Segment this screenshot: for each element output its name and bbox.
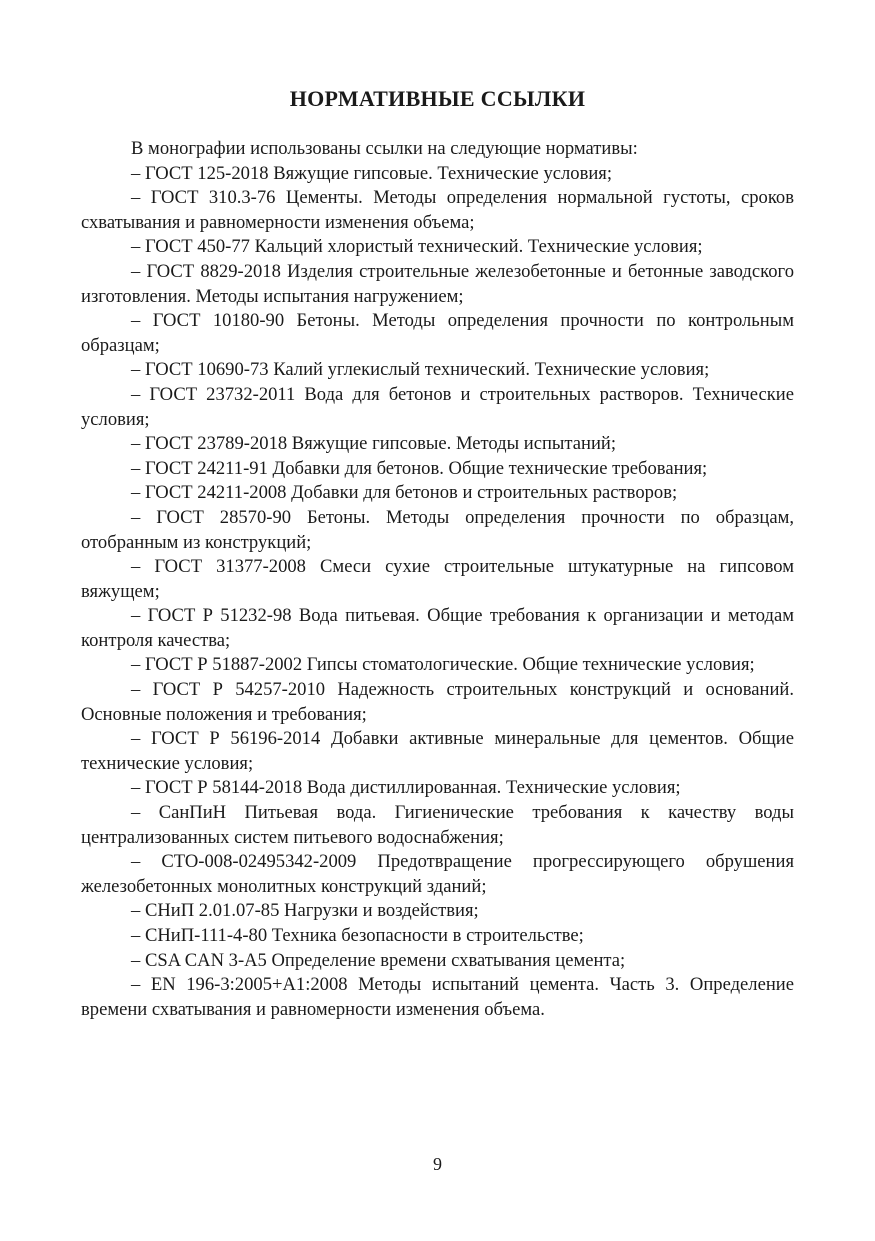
reference-item: – ГОСТ Р 58144-2018 Вода дистиллированная. Технические условия; [131, 777, 681, 799]
reference-item: – ГОСТ 8829-2018 Изделия строительные железобетонные и бетонные заводского изготовления. Методы испытания нагружением; [81, 260, 794, 307]
reference-item: – ГОСТ Р 54257-2010 Надежность строительных конструкций и оснований. Основные положения и требования; [81, 679, 794, 725]
reference-item: – СНиП-111-4-80 Техника безопасности в строительстве; [131, 925, 584, 946]
reference-item: – ГОСТ 23789-2018 Вяжущие гипсовые. Методы испытаний; [131, 433, 617, 455]
reference-item: – ГОСТ Р 56196-2014 Добавки активные минеральные для цементов. Общие технические условия; [81, 728, 794, 774]
reference-item: – ГОСТ Р 51887-2002 Гипсы стоматологические. Общие технические условия; [131, 654, 755, 676]
reference-item: – ГОСТ 450-77 Кальций хлористый технический. Технические условия; [131, 236, 703, 258]
reference-item: – ГОСТ 10180-90 Бетоны. Методы определения прочности по контрольным образцам; [81, 310, 794, 356]
reference-item: – EN 196-3:2005+A1:2008 Методы испытаний цемента. Часть 3. Определение времени схватывания и равномерности изменения объема. [81, 974, 794, 1020]
reference-item: – ГОСТ 10690-73 Калий углекислый технический. Технические условия; [131, 359, 710, 381]
reference-item: – ГОСТ 28570-90 Бетоны. Методы определения прочности по образцам, отобранным из конструкций; [81, 506, 794, 553]
reference-item: – ГОСТ 310.3-76 Цементы. Методы определения нормальной густоты, сроков схватывания и равномерности изменения объема; [81, 187, 794, 233]
reference-item: – СТО-008-02495342-2009 Предотвращение прогрессирующего обрушения железобетонных монолитных конструкций зданий; [81, 851, 794, 897]
reference-item: – CSA CAN 3-A5 Определение времени схватывания цемента; [131, 949, 626, 971]
reference-item: – СанПиН Питьевая вода. Гигиенические требования к качеству воды централизованных систем питьевого водоснабжения; [81, 802, 794, 848]
references-list [81, 137, 794, 1022]
reference-item: – ГОСТ 31377-2008 Смеси сухие строительные штукатурные на гипсовом вяжущем; [81, 556, 794, 602]
page-number: 9 [433, 1154, 442, 1174]
reference-item: – СНиП 2.01.07-85 Нагрузки и воздействия; [131, 900, 479, 922]
reference-item: – ГОСТ Р 51232-98 Вода питьевая. Общие требования к организации и методам контроля качества; [81, 605, 794, 651]
reference-item: – ГОСТ 24211-91 Добавки для бетонов. Общие технические требования; [131, 457, 708, 479]
intro-paragraph: В монографии использованы ссылки на следующие нормативы: [131, 138, 638, 159]
page-title: НОРМАТИВНЫЕ ССЫЛКИ [289, 86, 586, 111]
reference-item: – ГОСТ 23732-2011 Вода для бетонов и строительных растворов. Технические условия; [81, 383, 794, 430]
reference-item: – ГОСТ 24211-2008 Добавки для бетонов и строительных растворов; [131, 482, 678, 504]
reference-item: – ГОСТ 125-2018 Вяжущие гипсовые. Технические условия; [131, 162, 613, 184]
